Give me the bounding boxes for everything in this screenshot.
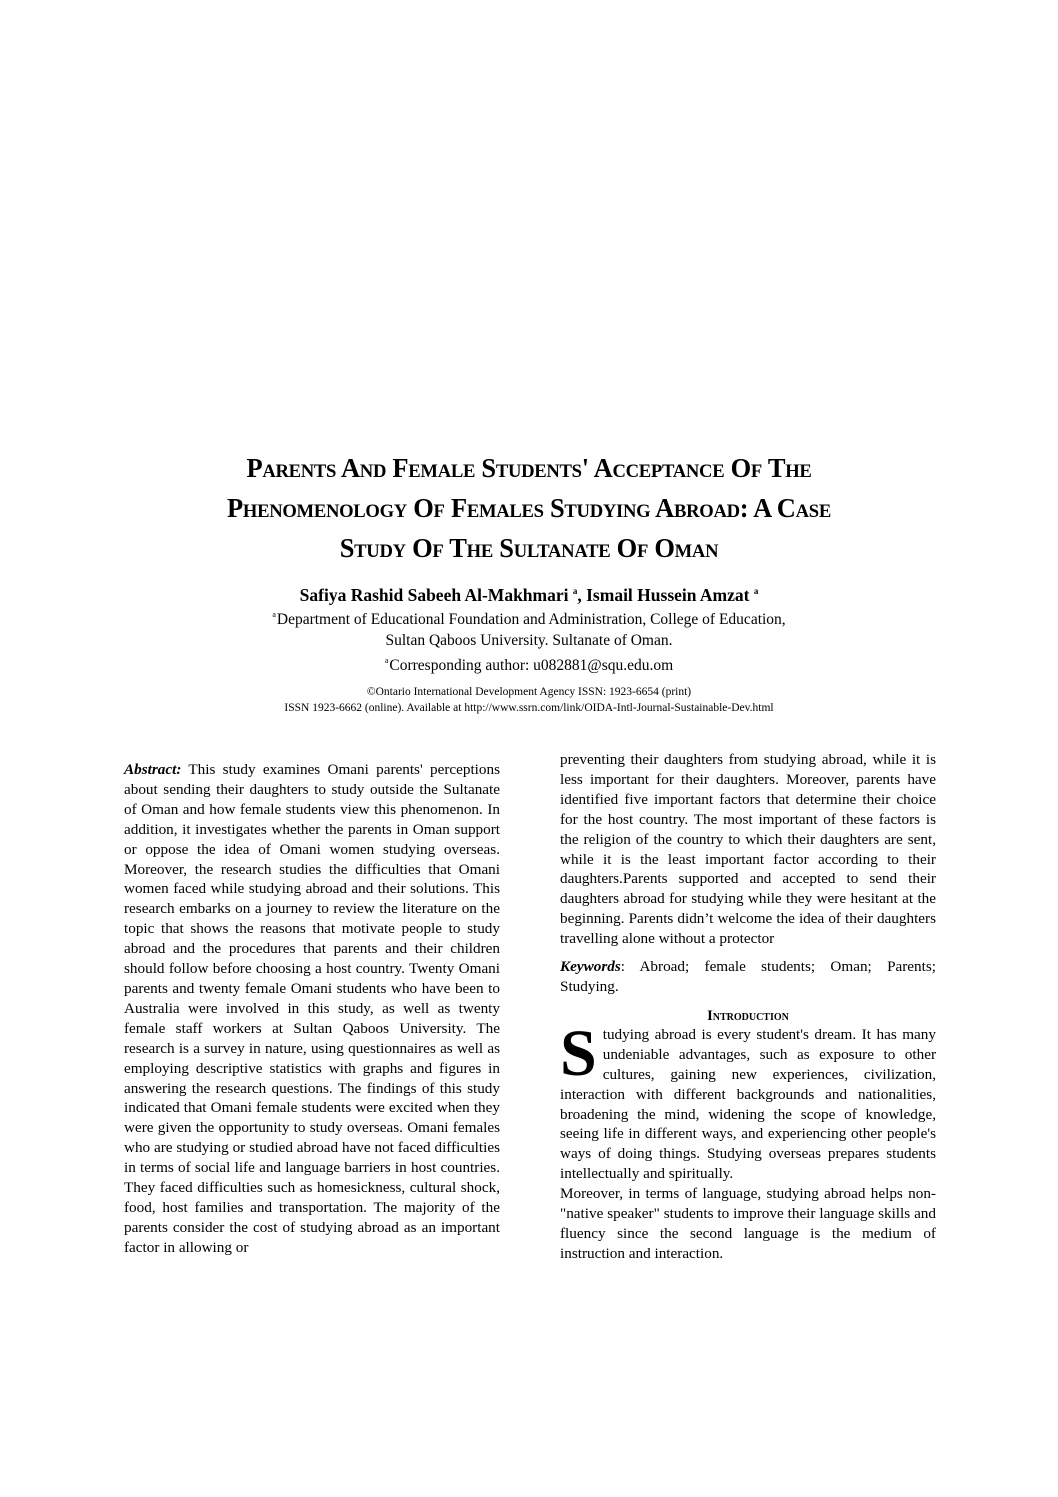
abstract-continuation: preventing their daughters from studying abroad, while it is less important for their daughters. Moreover, parents have identified five important factors that determine their choice for the host country. The most important of these factors is the religion of the country to which their daughters are sent, while it is the least important factor according to their daughters.Parents supported and accepted to send their daughters abroad for studying while they were hesitant at the beginning. Parents didn’t welcome the idea of their daughters travelling alone without a protector — [560, 751, 936, 948]
affiliation-mark: a — [572, 586, 578, 596]
keywords-label: Keywords — [560, 958, 621, 976]
author-name: Ismail Hussein Amzat — [586, 585, 750, 605]
introduction-paragraph: Moreover, in terms of language, studying abroad helps non-"native speaker" students to improve their language skills and fluency since the second language is the medium of instruction and interaction. — [560, 1185, 936, 1262]
dropcap-letter: S — [560, 1016, 597, 1090]
introduction-paragraph — [560, 1016, 936, 1184]
paper-title-line: Study Of The Sultanate Of Oman — [339, 533, 719, 563]
affiliation-text: Department of Educational Foundation and Administration, College of Education, — [276, 611, 786, 628]
paper-title-line: Parents And Female Students' Acceptance Of The — [246, 453, 812, 483]
keywords-colon: : — [620, 958, 625, 976]
author-name: Safiya Rashid Sabeeh Al-Makhmari — [299, 585, 569, 605]
affiliation-line: Sultan Qaboos University. Sultanate of Oman. — [385, 631, 673, 649]
author-separator: , — [577, 585, 587, 605]
journal-copyright-line: ©Ontario International Development Agency ISSN: 1923-6654 (print) — [366, 686, 692, 698]
journal-issn-line: ISSN 1923-6662 (online). Available at http://www.ssrn.com/link/OIDA-Intl-Journal-Sustainable-Dev.html — [284, 702, 774, 714]
affiliation-block — [100, 605, 958, 677]
paper-title-line: Phenomenology Of Females Studying Abroad: A Case — [227, 493, 831, 523]
abstract-label: Abstract: — [124, 761, 182, 778]
corresponding-author-text: Corresponding author: u082881@squ.edu.om — [389, 657, 674, 674]
abstract-text: This study examines Omani parents' perceptions about sending their daughters to study outside the Sultanate of Oman and how female students view this phenomenon. In addition, it investigates whether the parents in Oman support or oppose the idea of Omani women studying overseas. Moreover, the research studies the difficulties that Omani women faced while studying abroad and their solutions. This research embarks on a journey to review the literature on the topic that shows the reasons that motivate people to study abroad and the procedures that parents and their children should follow before choosing a host country. Twenty Omani parents and twenty female Omani students who have been to Australia were involved in this study, as well as twenty female staff workers at Sultan Qaboos University. The research is a survey in nature, using questionnaires as well as employing descriptive statistics with graphs and figures in answering the research questions. The findings of this study indicated that Omani female students were excited when they were given the opportunity to study overseas. Omani females who are studying or studied abroad have not faced difficulties in terms of social life and language barriers in host countries. They faced difficulties such as homesickness, cultural shock, food, host families and transportation. The majority of the parents consider the cost of studying abroad as an important factor in allowing or — [124, 761, 500, 1256]
author-list — [100, 580, 958, 606]
keywords-text: Abroad; female students; Oman; Parents; Studying. — [560, 958, 936, 995]
affiliation-line — [100, 605, 958, 631]
section-heading-introduction: Introduction — [707, 1007, 789, 1024]
abstract-paragraph — [124, 760, 500, 1258]
introduction-text: tudying abroad is every student's dream. It has many undeniable advantages, such as exposure to other cultures, gaining new experiences, civilization, interaction with different backgrounds and nationalities, broadening the mind, widening the scope of knowledge, seeing life in different ways, and experiencing other people's ways of doing things. Studying overseas prepares students intellectually and spiritually. — [560, 1025, 936, 1183]
right-column — [560, 750, 936, 1264]
journal-info — [100, 684, 958, 716]
affiliation-mark: a — [753, 586, 759, 596]
keywords-paragraph — [560, 957, 936, 997]
affiliation-mark: a — [384, 656, 389, 665]
corresponding-author — [100, 651, 958, 677]
left-column — [124, 760, 500, 1258]
paper-title-block — [100, 448, 958, 568]
paper-title — [109, 448, 950, 568]
affiliation-mark: a — [272, 610, 276, 619]
